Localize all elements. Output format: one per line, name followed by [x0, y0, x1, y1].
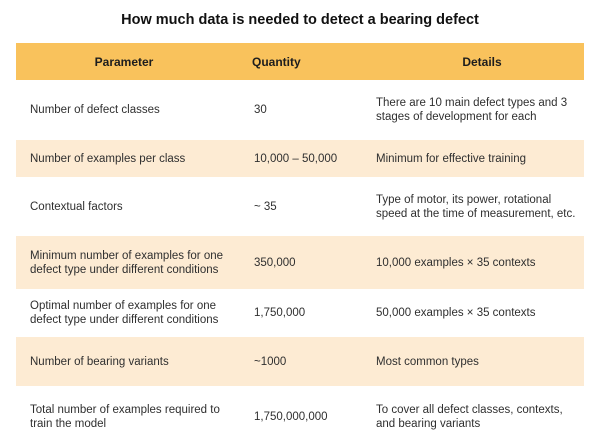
cell-quantity: ~ 35 — [254, 200, 277, 213]
cell-parameter: Number of defect classes — [30, 104, 160, 116]
table-row — [16, 236, 584, 289]
table-row — [16, 386, 584, 447]
cell-details: To cover all defect classes, contexts, and bearing variants — [376, 403, 563, 430]
header-quantity: Quantity — [252, 54, 301, 69]
table-header — [16, 43, 584, 80]
table-body — [16, 80, 584, 447]
table-row — [16, 177, 584, 236]
table-row — [16, 289, 584, 337]
header-row — [16, 43, 584, 80]
cell-details: Most common types — [376, 355, 479, 368]
cell-parameter: Contextual factors — [30, 200, 123, 213]
cell-details: Type of motor, its power, rotational speed at the time of measurement, etc. — [376, 193, 576, 220]
cell-quantity: 30 — [254, 104, 267, 116]
cell-parameter: Number of examples per class — [30, 152, 186, 165]
cell-quantity: 1,750,000,000 — [254, 410, 328, 423]
table-row — [16, 337, 584, 386]
header-parameter: Parameter — [94, 54, 154, 69]
data-table — [16, 43, 584, 447]
cell-parameter: Number of bearing variants — [30, 355, 169, 368]
table-row — [16, 140, 584, 177]
header-details: Details — [462, 54, 502, 69]
cell-details: There are 10 main defect types and 3 stages of development for each — [376, 97, 568, 123]
cell-quantity: 10,000 – 50,000 — [254, 152, 338, 165]
cell-quantity: ~1000 — [254, 355, 287, 368]
cell-quantity: 350,000 — [254, 256, 296, 269]
cell-details: 50,000 examples × 35 contexts — [376, 307, 536, 319]
cell-parameter: Total number of examples required to train the model — [30, 403, 220, 430]
cell-parameter: Optimal number of examples for one defect type under different conditions — [30, 300, 219, 326]
table-row — [16, 80, 584, 140]
table-title: How much data is needed to detect a bearing defect — [121, 12, 479, 28]
cell-details: 10,000 examples × 35 contexts — [376, 256, 536, 269]
cell-parameter: Minimum number of examples for one defect type under different conditions — [30, 249, 224, 276]
cell-quantity: 1,750,000 — [254, 307, 306, 319]
cell-details: Minimum for effective training — [376, 152, 526, 165]
